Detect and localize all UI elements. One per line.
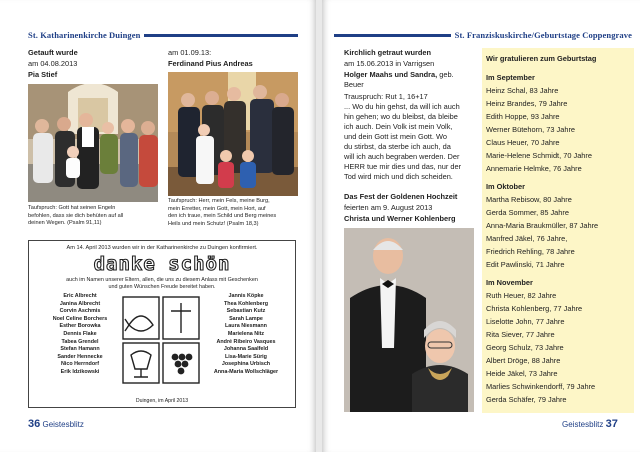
baptism2-verse-line4: Heils und mein Schutz! (Psalm 18,3)	[168, 220, 259, 227]
right-page-header	[334, 30, 632, 40]
birthday-entry: Heinz Brandes, 79 Jahre	[486, 99, 568, 108]
baptism2-verse-line1: Taufspruch: Herr, mein Fels, meine Burg,	[168, 198, 270, 204]
thanks-sub-line1: auch im Namen unserer Eltern, allen, die uns zu diesem Anlass mit Geschenken	[66, 277, 258, 283]
baptism1-heading: Getauft wurde	[28, 48, 78, 57]
birthday-entry: Ruth Heuer, 82 Jahre	[486, 291, 557, 300]
wedding-verse-line6: du stirbst, da sterbe ich auch, da	[344, 142, 451, 151]
wedding-verse-line7: will ich auch begraben werden. Der	[344, 152, 460, 161]
birthday-entry: Heide Jäkel, 73 Jahre	[486, 369, 558, 378]
birthday-box	[482, 48, 634, 413]
birthday-entry: Christa Kohlenberg, 77 Jahre	[486, 304, 583, 313]
birthday-entry: Edit Pawlinski, 71 Jahre	[486, 260, 565, 269]
birthday-entry: Edith Hoppe, 93 Jahre	[486, 112, 560, 121]
birthday-entry: Marie-Helene Schmidt, 70 Jahre	[486, 151, 592, 160]
birthday-entry: Manfred Jäkel, 76 Jahre,	[486, 234, 568, 243]
confirmand-name: Dennis Flake	[63, 330, 97, 337]
confirmand-name: Janina Albrecht	[59, 300, 101, 307]
month-heading-september: Im September	[486, 73, 535, 82]
birthday-entry: Gerda Schäfer, 79 Jahre	[486, 395, 567, 404]
birthday-title: Wir gratulieren zum Geburtstag	[486, 54, 597, 63]
christian-symbols-icon	[121, 295, 201, 385]
baptism1-verse-line2: befohlen, dass sie dich behüten auf all	[28, 212, 124, 219]
left-page-footer	[28, 418, 84, 430]
birthday-entry: Martha Rebisow, 80 Jahre	[486, 195, 572, 204]
left-header-title: St. Katharinenkirche Duingen	[28, 30, 141, 40]
wedding-couple-names: Holger Maahs und Sandra,	[344, 70, 438, 79]
confirmand-name: Anna-Maria Wollschläger	[213, 368, 279, 375]
confirmand-name: Johanna Saalfeld	[223, 346, 269, 353]
confirmand-name: Stefan Hamann	[60, 346, 100, 353]
confirmand-name: Josephina Urbisch	[221, 361, 271, 368]
header-rule	[334, 34, 451, 37]
confirmand-name: Esther Borowka	[59, 323, 101, 330]
confirmand-name: Thea Kohlenberg	[223, 300, 269, 307]
golden-wedding-names: Christa und Werner Kohlenberg	[344, 214, 456, 223]
birthday-entry: Marlies Schwinkendorff, 79 Jahre	[486, 382, 596, 391]
birthday-entry: Georg Schulz, 73 Jahre	[486, 343, 564, 352]
confirmand-name: André Ribeiro Vasques	[216, 338, 276, 345]
wedding-couple	[344, 70, 454, 79]
baptism2-date: am 01.09.13:	[168, 48, 212, 57]
baptism2-verse-line3: den ich traue, mein Schild und Berg meines	[168, 213, 277, 219]
left-page-header	[28, 30, 298, 40]
confirmand-name: Lisa-Marie Sürig	[225, 353, 267, 360]
confirmand-name: Eric Albrecht	[63, 293, 97, 299]
month-heading-november: Im November	[486, 278, 533, 287]
confirmand-name: Laura Niesmann	[225, 323, 267, 330]
wedding-maiden-name: Beuer	[344, 80, 364, 89]
baptism2-name: Ferdinand Pius Andreas	[168, 59, 253, 68]
birthday-entry: Annemarie Helmke, 76 Jahre	[486, 164, 582, 173]
confirmand-name: Nico Herrndorf	[60, 361, 100, 368]
right-page	[322, 0, 640, 452]
confirmand-name: Corvin Aschmis	[59, 308, 101, 315]
confirmand-name: Sebastian Kutz	[226, 308, 266, 315]
baptism1-verse-line3: deinen Wegen. (Psalm 91,11)	[28, 220, 102, 226]
thanks-title: danke schön	[93, 253, 231, 275]
birthday-entry: Werner Bütehorn, 73 Jahre	[486, 125, 576, 134]
birthday-entry: Friedrich Rehling, 78 Jahre	[486, 247, 575, 256]
baptism1-verse-line1: Taufspruch: Gott hat seinen Engeln	[28, 205, 116, 211]
wedding-verse-line3: hin gehen; wo du bleibst, da bleibe	[344, 112, 458, 121]
wedding-couple-tail: geb.	[437, 70, 454, 79]
baptism-photo-ferdinand	[168, 72, 298, 196]
thanks-intro: Am 14. April 2013 wurden wir in der Katharinenkirche zu Duingen konfirmiert.	[66, 245, 258, 251]
header-rule	[144, 34, 298, 37]
wedding-verse-line9: Tod wird mich und dich scheiden.	[344, 172, 453, 181]
birthday-entry: Gerda Sommer, 85 Jahre	[486, 208, 569, 217]
wedding-verse-line2: ... Wo du hin gehst, da will ich auch	[344, 102, 460, 111]
wedding-verse-line1: Trauspruch: Rut 1, 16+17	[344, 92, 428, 101]
baptism2-verse-line2: mein Erretter, mein Gott, mein Hort, auf	[168, 205, 266, 212]
birthday-entry: Rita Siever, 77 Jahre	[486, 330, 555, 339]
wedding-verse-line4: ich auch. Dein Volk ist mein Volk,	[344, 122, 453, 131]
left-page-number: 36	[28, 418, 41, 430]
confirmand-name: Erik Idzikowski	[60, 368, 100, 375]
birthday-entry: Albert Dröge, 88 Jahre	[486, 356, 561, 365]
golden-wedding-photo	[344, 228, 474, 412]
wedding-verse-line5: und dein Gott ist mein Gott. Wo	[344, 132, 447, 141]
baptism1-date: am 04.08.2013	[28, 59, 78, 68]
thanks-sub-line2: und guten Wünschen Freude bereitet haben.	[108, 283, 216, 290]
left-magazine-name: Geistesblitz	[42, 420, 84, 429]
confirmand-name: Jannis Köpke	[228, 293, 264, 299]
confirmand-name: Tabea Grendel	[61, 338, 99, 345]
baptism-photo-pia	[28, 84, 158, 202]
confirmand-name: Noel Celine Borchers	[52, 315, 108, 322]
right-page-footer	[562, 418, 618, 430]
golden-wedding-date: feierten am 9. August 2013	[344, 203, 433, 212]
birthday-entry: Heinz Schal, 83 Jahre	[486, 86, 559, 95]
wedding-date: am 15.06.2013 in Varrigsen	[344, 59, 435, 68]
birthday-entry: Claus Heuer, 70 Jahre	[486, 138, 560, 147]
confirmand-name: Sarah Lampe	[229, 315, 263, 322]
confirmand-name: Sander Hennecke	[57, 353, 103, 360]
wedding-heading: Kirchlich getraut wurden	[344, 48, 432, 57]
right-header-title: St. Franziskuskirche/Geburtstage Coppengrave	[454, 30, 632, 40]
right-magazine-name: Geistesblitz	[562, 420, 604, 429]
birthday-entry: Anna-Maria Braukmüller, 87 Jahre	[486, 221, 599, 230]
confirmand-name: Marielena Nitz	[227, 330, 265, 337]
golden-wedding-heading: Das Fest der Goldenen Hochzeit	[344, 192, 458, 201]
birthday-entry: Liselotte John, 77 Jahre	[486, 317, 565, 326]
thanks-footer: Duingen, im April 2013	[135, 398, 189, 404]
wedding-verse-line8: HERR tue mir dies und das, nur der	[344, 162, 462, 171]
confirmation-thanks-card	[28, 240, 296, 408]
right-page-number: 37	[605, 418, 618, 430]
confirmands-right-list	[201, 293, 291, 377]
baptism1-name: Pia Stief	[28, 70, 58, 79]
month-heading-oktober: Im Oktober	[486, 182, 526, 191]
left-page	[0, 0, 316, 452]
confirmands-left-list	[35, 293, 125, 377]
